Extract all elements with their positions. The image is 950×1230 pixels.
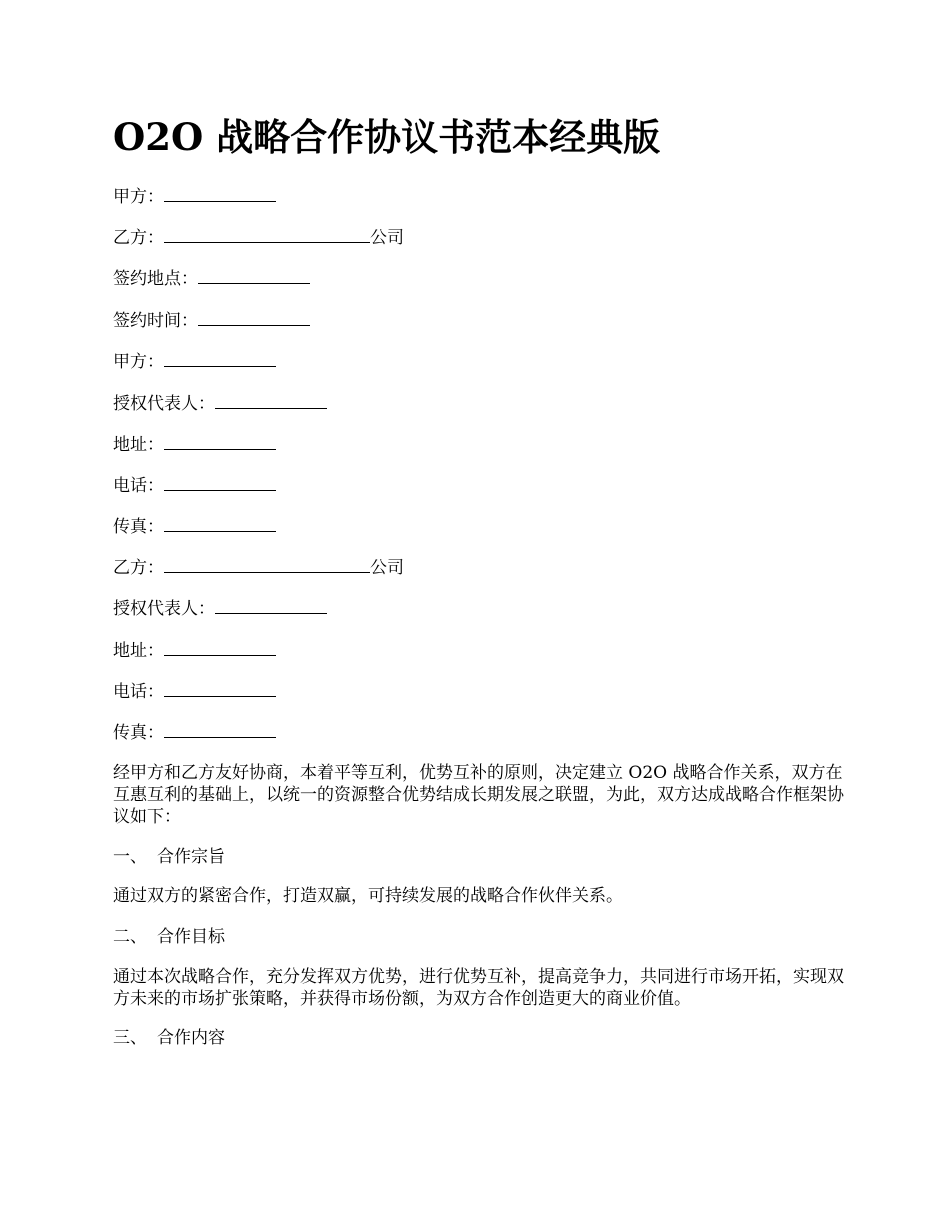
section-heading-purpose (113, 846, 225, 868)
blank-line (164, 721, 276, 738)
blank-line (164, 185, 276, 202)
field-a-address (113, 433, 276, 456)
section-title: 合作目标 (157, 927, 225, 947)
field-label: 签约时间： (113, 311, 198, 331)
field-b-address (113, 639, 276, 662)
field-label: 授权代表人： (113, 599, 215, 619)
blank-line (164, 515, 276, 532)
field-a-fax (113, 515, 276, 538)
field-a-phone (113, 474, 276, 497)
field-label: 传真： (113, 517, 164, 537)
blank-line (215, 597, 327, 614)
field-label: 甲方： (113, 352, 164, 372)
blank-line (164, 433, 276, 450)
field-party-b (113, 226, 404, 249)
field-party-b-2 (113, 556, 404, 579)
field-label: 签约地点： (113, 269, 198, 289)
intro-paragraph: 经甲方和乙方友好协商，本着平等互利，优势互补的原则，决定建立 O2O 战略合作关系，双方在互惠互利的基础上，以统一的资源整合优势结成长期发展之联盟，为此，双方达成战略合作框架协议如下： (113, 763, 844, 827)
field-label: 授权代表人： (113, 394, 215, 414)
section-title: 合作宗旨 (157, 847, 225, 867)
section-heading-goal (113, 926, 225, 948)
blank-line (164, 350, 276, 367)
field-b-representative (113, 597, 327, 620)
field-b-fax (113, 721, 276, 744)
field-b-phone (113, 680, 276, 703)
field-label: 电话： (113, 682, 164, 702)
blank-line (198, 267, 310, 284)
blank-line (198, 309, 310, 326)
section-heading-content (113, 1027, 225, 1049)
field-suffix: 公司 (370, 228, 404, 248)
field-label: 电话： (113, 476, 164, 496)
section-number: 一、 (113, 847, 147, 867)
field-sign-time (113, 309, 310, 332)
field-label: 传真： (113, 723, 164, 743)
field-party-a (113, 185, 276, 208)
blank-line (215, 392, 327, 409)
section-number: 三、 (113, 1028, 147, 1048)
field-sign-place (113, 267, 310, 290)
field-a-representative (113, 392, 327, 415)
section-number: 二、 (113, 927, 147, 947)
blank-line (164, 556, 370, 573)
field-label: 甲方： (113, 187, 164, 207)
section-body-purpose: 通过双方的紧密合作，打造双赢，可持续发展的战略合作伙伴关系。 (113, 886, 623, 906)
blank-line (164, 680, 276, 697)
section-body-goal: 通过本次战略合作，充分发挥双方优势，进行优势互补，提高竞争力，共同进行市场开拓，实现双方未来的市场扩张策略，并获得市场份额，为双方合作创造更大的商业价值。 (113, 967, 844, 1009)
field-label: 乙方： (113, 228, 164, 248)
document-title: O2O 战略合作协议书范本经典版 (113, 115, 661, 159)
blank-line (164, 639, 276, 656)
section-title: 合作内容 (157, 1028, 225, 1048)
blank-line (164, 226, 370, 243)
field-label: 地址： (113, 641, 164, 661)
field-party-a-2 (113, 350, 276, 373)
field-suffix: 公司 (370, 558, 404, 578)
blank-line (164, 474, 276, 491)
field-label: 乙方： (113, 558, 164, 578)
field-label: 地址： (113, 435, 164, 455)
